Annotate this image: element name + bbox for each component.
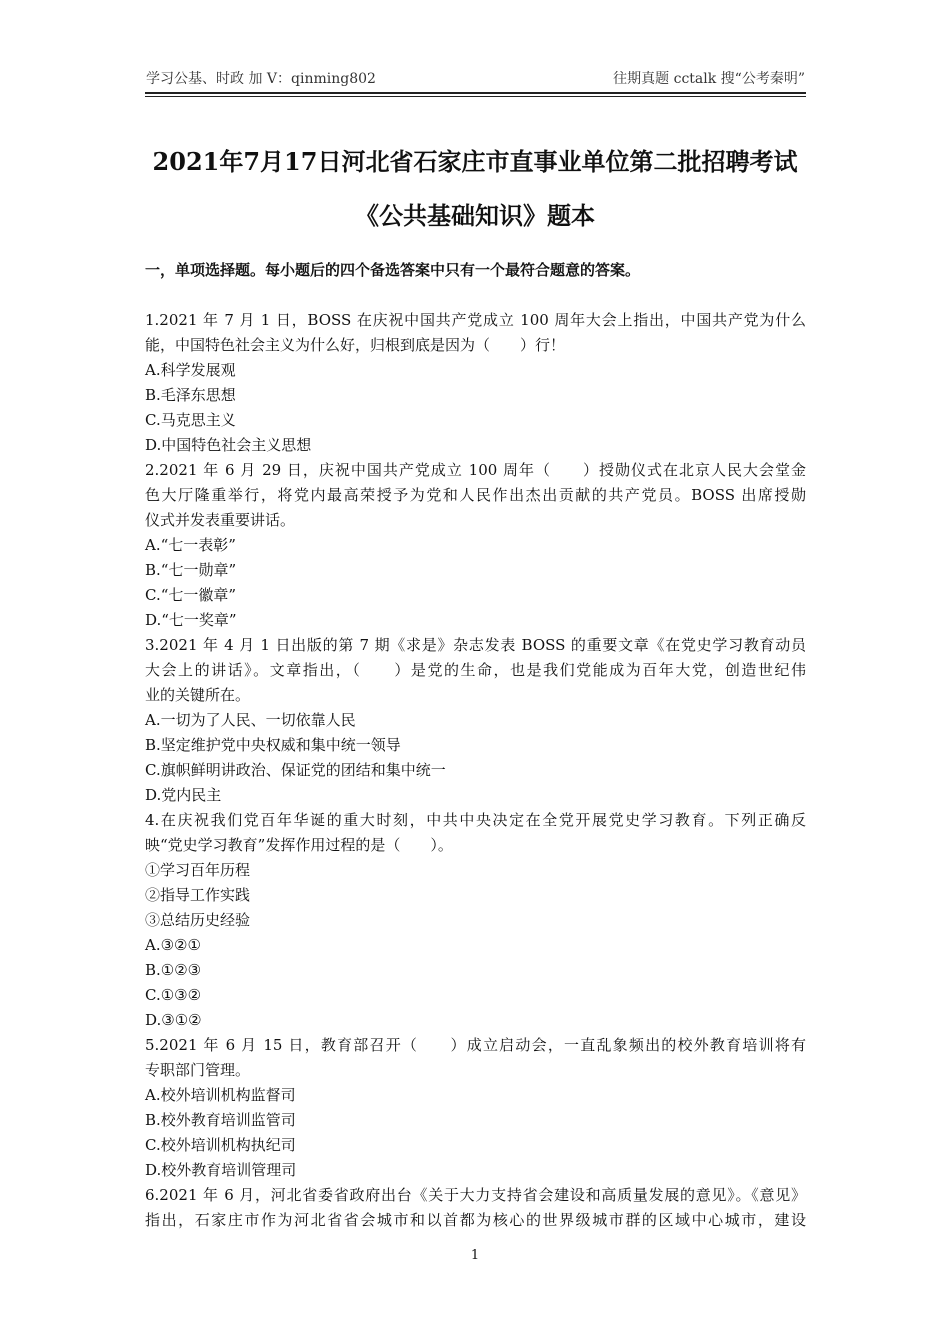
option-line: B.①②③ <box>145 961 202 979</box>
document-subtitle: 《公共基础知识》题本 <box>355 201 595 230</box>
option-line: B.“七一勋章” <box>145 561 237 579</box>
text-line: 2.2021 年 6 月 29 日，庆祝中国共产党成立 100 周年（ ）授勋仪式在北京人民大会堂金 <box>145 461 806 479</box>
option-line: C.校外培训机构执纪司 <box>145 1136 296 1154</box>
header-left-text: 学习公基、时政 加 V：qinming802 <box>146 71 376 87</box>
section-heading: 一，单项选择题。每小题后的四个备选答案中只有一个最符合题意的答案。 <box>145 261 641 279</box>
option-line: C.“七一徽章” <box>145 586 237 604</box>
option-line: D.③①② <box>145 1011 202 1029</box>
page-number: 1 <box>470 1248 480 1263</box>
text-line: 指出，石家庄市作为河北省省会城市和以首都为核心的世界级城市群的区域中心城市，建设 <box>145 1211 806 1229</box>
text-line: 能，中国特色社会主义为什么好，归根到底是因为（ ）行！ <box>145 336 566 354</box>
option-line: A.一切为了人民、一切依靠人民 <box>145 711 356 729</box>
text-line: 1.2021 年 7 月 1 日，BOSS 在庆祝中国共产党成立 100 周年大会上指出，中国共产党为什么 <box>145 311 806 329</box>
option-line: C.马克思主义 <box>145 411 236 429</box>
document-title: 2021年7月17日河北省石家庄市直事业单位第二批招聘考试 <box>152 147 798 176</box>
text-line: 专职部门管理。 <box>145 1061 251 1079</box>
option-line: C.①③② <box>145 986 202 1004</box>
text-line: 3.2021 年 4 月 1 日出版的第 7 期《求是》杂志发表 BOSS 的重要文章《在党史学习教育动员 <box>145 636 806 654</box>
text-line: 6.2021 年 6 月，河北省委省政府出台《关于大力支持省会建设和高质量发展的意见》。《意见》 <box>145 1186 806 1204</box>
option-line: D.党内民主 <box>145 786 222 804</box>
option-line: D.校外教育培训管理司 <box>145 1161 297 1179</box>
option-line: D.中国特色社会主义思想 <box>145 436 312 454</box>
option-line: A.③②① <box>145 936 201 954</box>
option-line: A.“七一表彰” <box>145 536 236 554</box>
option-line: B.校外教育培训监管司 <box>145 1111 296 1129</box>
question-body <box>145 308 806 1233</box>
text-line: ②指导工作实践 <box>145 886 251 904</box>
header-rule-thin <box>145 96 806 97</box>
header-rule <box>145 92 806 94</box>
option-line: A.科学发展观 <box>145 361 236 379</box>
text-line: 映“党史学习教育”发挥作用过程的是（ ）。 <box>145 836 453 854</box>
text-line: 大会上的讲话》。文章指出，（ ）是党的生命，也是我们党能成为百年大党，创造世纪伟 <box>145 661 806 679</box>
option-line: B.坚定维护党中央权威和集中统一领导 <box>145 736 401 754</box>
text-line: 仪式并发表重要讲话。 <box>145 511 296 529</box>
option-line: A.校外培训机构监督司 <box>145 1086 296 1104</box>
option-line: B.毛泽东思想 <box>145 386 236 404</box>
text-line: 色大厅隆重举行，将党内最高荣授予为党和人民作出杰出贡献的共产党员。BOSS 出席授勋 <box>145 486 806 504</box>
text-line: 4.在庆祝我们党百年华诞的重大时刻，中共中央决定在全党开展党史学习教育。下列正确反 <box>145 811 806 829</box>
option-line: C.旗帜鲜明讲政治、保证党的团结和集中统一 <box>145 761 446 779</box>
text-line: 业的关键所在。 <box>145 686 251 704</box>
text-line: 5.2021 年 6 月 15 日，教育部召开（ ）成立启动会，一直乱象频出的校外教育培训将有 <box>145 1036 806 1054</box>
text-line: ①学习百年历程 <box>145 861 251 879</box>
header-right-text: 往期真题 cctalk 搜“公考秦明” <box>613 71 805 87</box>
text-line: ③总结历史经验 <box>145 911 251 929</box>
option-line: D.“七一奖章” <box>145 611 237 629</box>
